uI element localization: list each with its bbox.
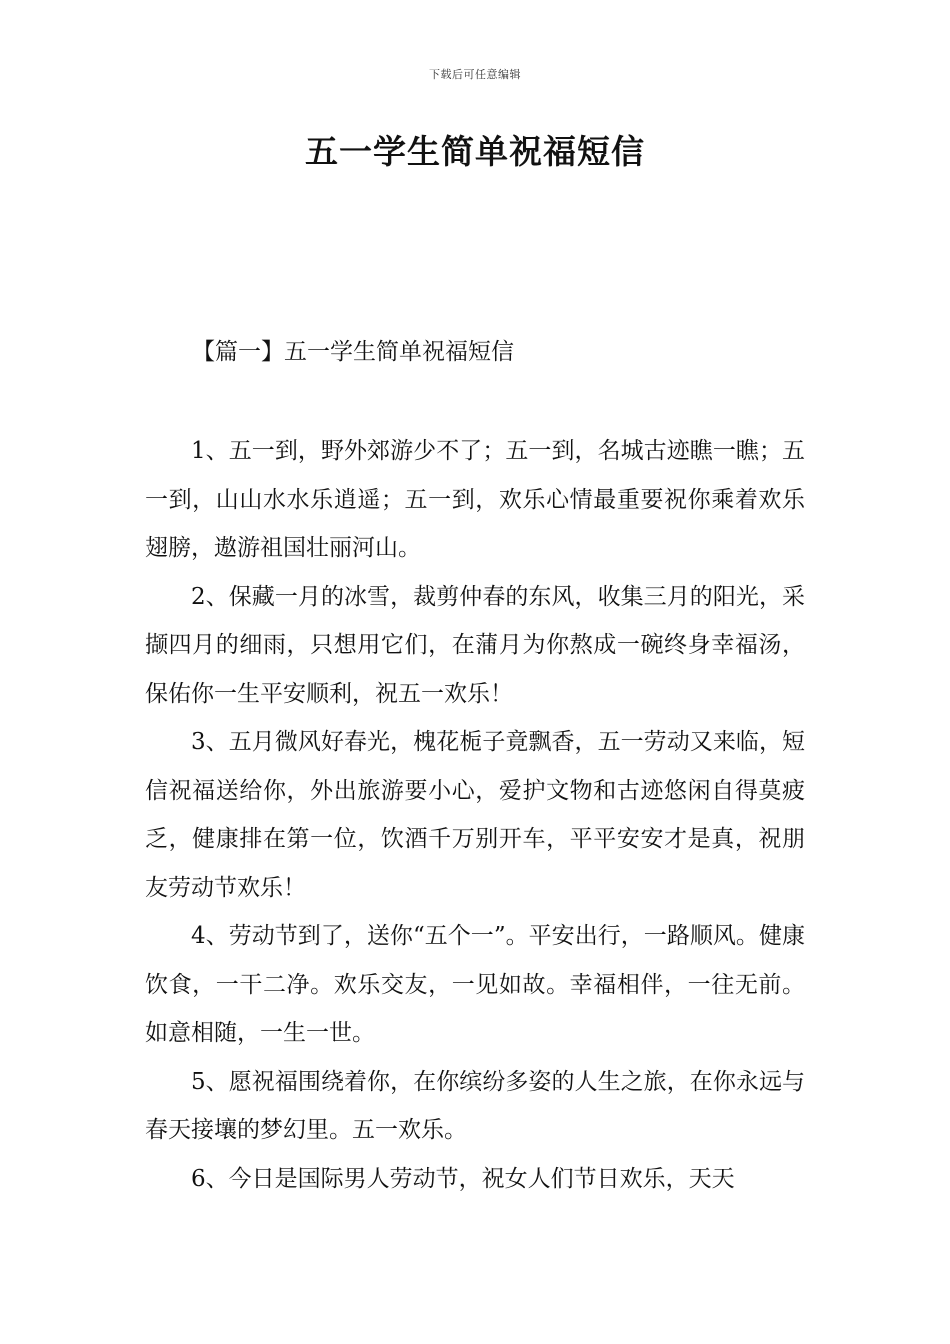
section-heading: 【篇一】五一学生简单祝福短信 — [192, 339, 514, 365]
paragraph: 6、今日是国际男人劳动节，祝女人们节日欢乐，天天 — [191, 1165, 735, 1192]
paragraph: 2、保藏一月的冰雪，裁剪仲春的东风，收集三月的阳光，采撷四月的细雨，只想用它们，在蒲月为你熬成一碗终身幸福汤，保佑你一生平安顺利，祝五一欢乐！ — [145, 583, 805, 707]
paragraph: 1、五一到，野外郊游少不了；五一到，名城古迹瞧一瞧；五一到，山山水水乐逍遥；五一到，欢乐心情最重要祝你乘着欢乐翅膀，遨游祖国壮丽河山。 — [145, 438, 805, 561]
page-title: 五一学生简单祝福短信 — [305, 132, 645, 171]
header-note: 下载后可任意编辑 — [429, 68, 521, 81]
paragraph: 5、愿祝福围绕着你，在你缤纷多姿的人生之旅，在你永远与春天接壤的梦幻里。五一欢乐。 — [145, 1068, 805, 1143]
paragraph: 3、五月微风好春光，槐花栀子竟飘香，五一劳动又来临，短信祝福送给你，外出旅游要小心，爱护文物和古迹悠闲自得莫疲乏，健康排在第一位，饮酒千万别开车，平平安安才是真，祝朋友劳动节欢乐！ — [145, 729, 805, 901]
paragraph: 4、劳动节到了，送你“五个一”。平安出行，一路顺风。健康饮食，一干二净。欢乐交友，一见如故。幸福相伴，一往无前。如意相随，一生一世。 — [145, 923, 805, 1046]
document-body — [145, 427, 805, 1203]
